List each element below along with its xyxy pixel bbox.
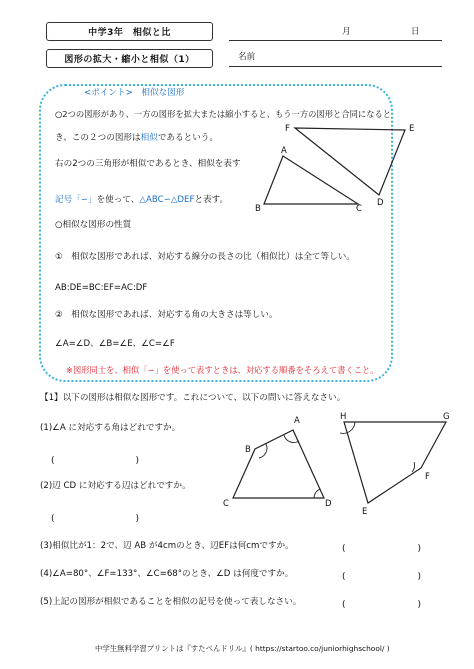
point-line-8: ② 相似な図形であれば、対応する角の大きさは等しい。 <box>55 310 278 320</box>
name-label: 名前 <box>238 52 256 62</box>
point-line-7: AB:DE=BC:EF=AC:DF <box>55 283 148 293</box>
point-heading: <ポイント> 相似な図形 <box>84 88 185 98</box>
point-line-2: き、この２つの図形は相似であるという。 <box>55 133 218 143</box>
triangle-figure <box>250 118 420 218</box>
answer-1-paren[interactable]: ( ) <box>51 456 140 466</box>
question-5: (5)上記の図形が相似であることを相似の記号を使って表しなさい。 <box>40 597 302 607</box>
point-line-5: ○相似な図形の性質 <box>55 220 132 230</box>
point-line-6: ① 相似な図形であれば、対応する線分の長さの比（相似比）は全て等しい。 <box>55 252 355 262</box>
question-1: (1)∠A に対応する角はどれですか。 <box>40 423 181 433</box>
quadrilateral-figure <box>218 405 463 515</box>
tri-label-a: A <box>281 146 287 156</box>
point-line-3: 右の2つの三角形が相似であるとき、相似を表す <box>55 159 241 169</box>
tri-label-e: E <box>409 124 415 134</box>
point-note: ※図形同士を、相似「∽」を使って表すときは、対応する順番をそろえて書くこと。 <box>66 365 379 375</box>
exercise-intro: 【1】以下の図形は相似な図形です。これについて、以下の問いに答えなさい。 <box>40 393 346 403</box>
quad-efgh <box>344 422 446 503</box>
quad-label-c: C <box>223 499 229 509</box>
quad-label-g: G <box>443 412 450 422</box>
month-label: 月 <box>342 27 351 37</box>
question-4: (4)∠A=80°、∠F=133°、∠C=68°のとき、∠D は何度ですか。 <box>40 569 294 579</box>
triangle-def <box>295 128 405 195</box>
footer-credit[interactable]: 中学生無料学習プリントは『すたぺんドリル』( https://startoo.co/juniorhighschool/ ) <box>95 644 390 653</box>
tri-label-f: F <box>285 124 290 134</box>
answer-3-paren[interactable]: ( ) <box>342 544 422 554</box>
point-line-9: ∠A=∠D、∠B=∠E、∠C=∠F <box>55 339 175 349</box>
question-3: (3)相似比が1：2で、辺 AB が4cmのとき、辺EFは何cmですか。 <box>40 541 294 551</box>
answer-5-paren[interactable]: ( ) <box>342 600 422 610</box>
quad-label-h: H <box>340 412 347 422</box>
date-underline <box>229 40 442 41</box>
similar-term: 相似 <box>140 133 158 143</box>
quad-label-a: A <box>294 416 300 426</box>
tri-label-c: C <box>356 204 362 214</box>
point-line-4: 記号「∽」を使って、△ABC∽△DEFと表す。 <box>55 195 229 205</box>
day-label: 日 <box>411 27 420 37</box>
triangle-abc <box>264 156 358 204</box>
tri-label-b: B <box>255 204 261 214</box>
answer-4-paren[interactable]: ( ) <box>342 572 422 582</box>
quad-abcd <box>233 430 324 498</box>
tri-label-d: D <box>377 198 384 208</box>
point-line-1: ○2つの図形があり、一方の図形を拡大または縮小すると、もう一方の図形と合同になると <box>55 109 392 119</box>
quad-label-d: D <box>325 499 332 509</box>
grade-title-box <box>46 22 213 41</box>
unit-title-box <box>46 49 213 68</box>
question-2: (2)辺 CD に対応する辺はどれですか。 <box>40 481 191 491</box>
grade-title: 中学3年 相似と比 <box>88 28 171 38</box>
unit-title: 図形の拡大・縮小と相似（1） <box>64 55 195 65</box>
quad-label-f: F <box>425 472 430 482</box>
quad-label-e: E <box>362 507 368 515</box>
answer-2-paren[interactable]: ( ) <box>51 514 140 524</box>
name-underline <box>229 66 442 67</box>
quad-label-b: B <box>245 445 251 455</box>
